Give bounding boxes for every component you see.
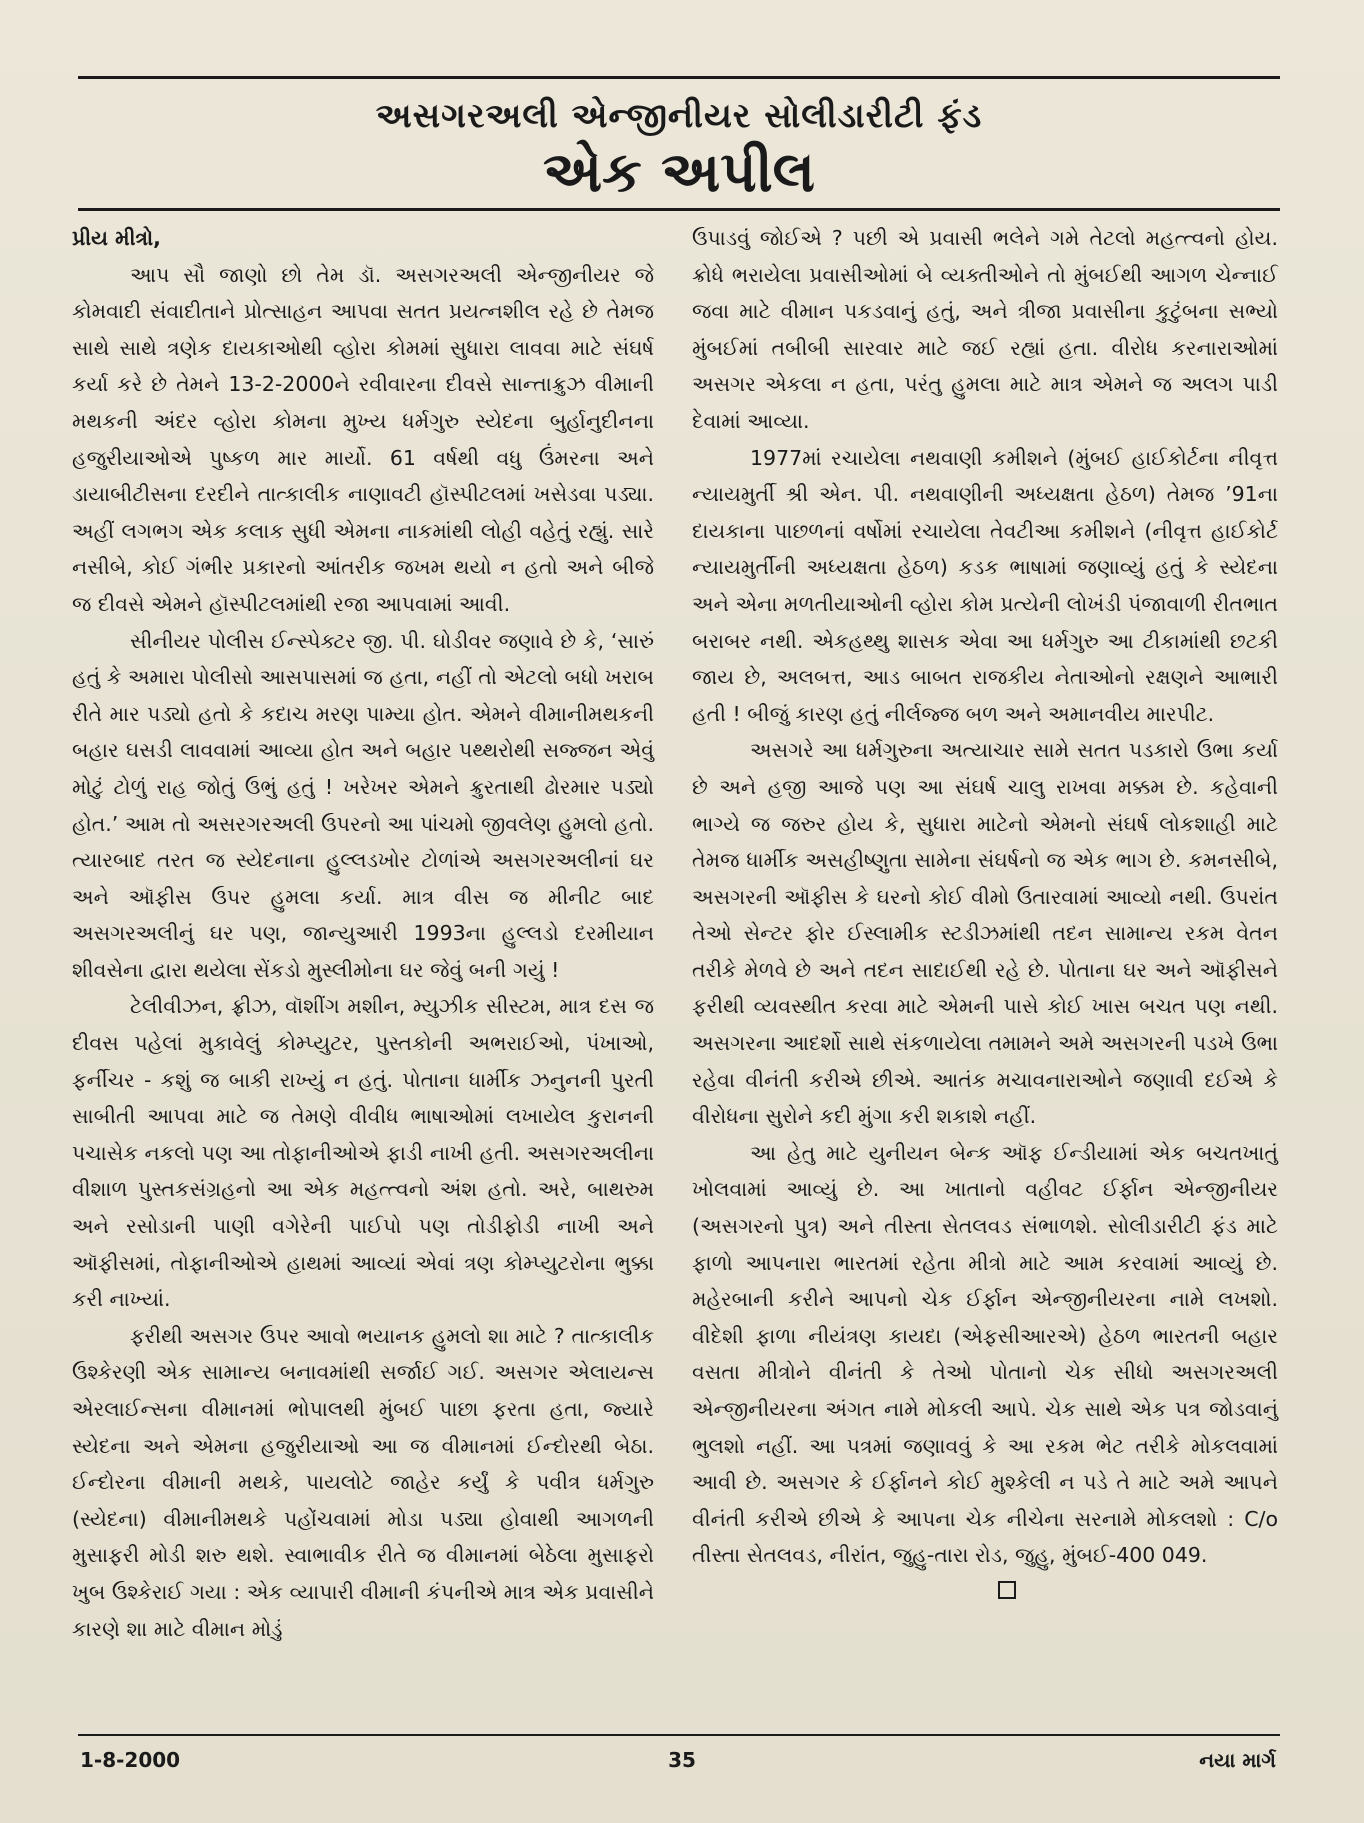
salutation: પ્રીય મીત્રો, [72, 226, 161, 250]
footer-date: 1-8-2000 [80, 1748, 181, 1772]
footer-rule [78, 1734, 1280, 1736]
paragraph-commissions: 1977માં રચાયેલા નથવાણી કમીશને (મુંબઈ હાઈકોર્ટના નીવૃત્ત ન્યાયમુર્તી શ્રી એન. પી. નથવાણીની અધ્યક્ષતા હેઠળ) તેમજ ’91ના દાયકાના પાછળનાં વર્ષોમાં રચાયેલા તેવટીઆ કમીશને (નીવૃત્ત હાઈકોર્ટ ન્યાયમુર્તીની અધ્યક્ષતા હેઠળ) કડક ભાષામાં જણાવ્યું હતું કે સ્યેદના અને એના મળતીયાઓની વ્હોરા કોમ પ્રત્યેની લોખંડી પંજાવાળી રીતભાત બરાબર નથી. એકહથ્થુ શાસક એવા આ ધર્મગુરુ આ ટીકામાંથી છટકી જાય છે, અલબત્ત, આડ બાબત રાજકીય નેતાઓનો રક્ષણને આભારી હતી ! બીજું કારણ હતું નીર્લજ્જ બળ અને અમાનવીય મારપીટ. [692, 445, 1278, 726]
end-of-article-mark [692, 1578, 1278, 1606]
paragraph-flight-continued: ઉપાડવું જોઈએ ? પછી એ પ્રવાસી ભલેને ગમે તેટલો મહત્ત્વનો હોય. ક્રોધે ભરાયેલા પ્રવાસીઓમાં બે વ્યક્તીઓને તો મુંબઈથી આગળ ચેન્નાઈ જવા માટે વીમાન પકડવાનું હતું, અને ત્રીજા પ્રવાસીના કુટુંબના સભ્યો મુંબઈમાં તબીબી સારવાર માટે જઈ રહ્યાં હતા. વીરોધ કરનારાઓમાં અસગર એકલા ન હતા, પરંતુ હુમલા માટે માત્ર એમને જ અલગ પાડી દેવામાં આવ્યા. [692, 226, 1278, 433]
publication-name: નયા માર્ગ [1199, 1748, 1276, 1772]
paragraph-struggle: અસગરે આ ધર્મગુરુના અત્યાચાર સામે સતત પડકારો ઉભા કર્યા છે અને હજી આજે પણ આ સંઘર્ષ ચાલુ રાખવા મક્કમ છે. કહેવાની ભાગ્યે જ જરુર હોય કે, સુધારા માટેનો એમનો સંઘર્ષ લોકશાહી માટે તેમજ ધાર્મીક અસહીષ્ણુતા સામેના સંઘર્ષનો જ એક ભાગ છે. કમનસીબે, અસગરની ઑફીસ કે ઘરનો કોઈ વીમો ઉતારવામાં આવ્યો નથી. ઉપરાંત તેઓ સેન્ટર ફોર ઈસ્લામીક સ્ટડીઝમાંથી તદન સામાન્ય રકમ વેતન તરીકે મેળવે છે અને તદન સાદાઈથી રહે છે. પોતાના ઘર અને ઑફીસને ફરીથી વ્યવસ્થીત કરવા માટે એમની પાસે કોઈ ખાસ બચત પણ નથી. અસગરના આદર્શો સાથે સંકળાયેલા તમામને અમે અસગરની પડખે ઉભા રહેવા વીનંતી કરીએ છીએ. આતંક મચાવનારાઓને જણાવી દઈએ કે વીરોધના સુરોને કદી મુંગા કરી શકાશે નહીં. [692, 738, 1278, 1129]
paragraph-fund-details: આ હેતુ માટે યુનીયન બેન્ક ઑફ ઈન્ડીયામાં એક બચતખાતું ખોલવામાં આવ્યું છે. આ ખાતાનો વહીવટ ઈર્ફાન એન્જીનીયર (અસગરનો પુત્ર) અને તીસ્તા સેતલવડ સંભાળશે. સોલીડારીટી ફંડ માટે ફાળો આપનારા ભારતમાં રહેતા મીત્રો માટે આમ કરવામાં આવ્યું છે. મહેરબાની કરીને આપનો ચેક ઈર્ફાન એન્જીનીયરના નામે લખશો. વીદેશી ફાળા નીયંત્રણ કાયદા (એફસીઆરએ) હેઠળ ભારતની બહાર વસતા મીત્રોને વીનંતી કે તેઓ પોતાનો ચેક સીધો અસગરઅલી એન્જીનીયરના અંગત નામે મોકલી આપે. ચેક સાથે એક પત્ર જોડવાનું ભુલશો નહીં. આ પત્રમાં જણાવવું કે આ રકમ ભેટ તરીકે મોકલવામાં આવી છે. અસગર કે ઈર્ફાનને કોઈ મુશ્કેલી ન પડે તે માટે અમે આપને વીનંતી કરીએ છીએ કે આપના ચેક નીચેના સરનામે મોકલશો : C/o તીસ્તા સેતલવડ, નીરાંત, જુહુ-તારા રોડ, જુહુ, મુંબઈ-400 049. [692, 1140, 1278, 1568]
headline-kicker: અસગરઅલી એન્જીનીયર સોલીડારીટી ફંડ [375, 96, 983, 136]
headline-rule [78, 208, 1280, 211]
end-square-icon [998, 1581, 1016, 1599]
top-rule [78, 76, 1280, 79]
paragraph-police-statement: સીનીયર પોલીસ ઈન્સ્પેક્ટર જી. પી. ઘોડીવર જણાવે છે કે, ‘સારું હતું કે અમારા પોલીસો આસપાસમાં જ હતા, નહીં તો એટલો બધો ખરાબ રીતે માર પડ્યો હતો કે કદાચ મરણ પામ્યા હોત. એમને વીમાનીમથકની બહાર ઘસડી લાવવામાં આવ્યા હોત અને બહાર પથ્થરોથી સજ્જન એવું મોટું ટોળું રાહ જોતું ઉભું હતું ! ખરેખર એમને ક્રુરતાથી ઢોરમાર પડ્યો હોત.’ આમ તો અસરગરઅલી ઉપરનો આ પાંચમો જીવલેણ હુમલો હતો. ત્યારબાદ તરત જ સ્યેદનાના હુલ્લડખોર ટોળાંએ અસગરઅલીનાં ઘર અને ઑફીસ ઉપર હુમલા કર્યા. માત્ર વીસ જ મીનીટ બાદ અસગરઅલીનું ઘર પણ, જાન્યુઆરી 1993ના હુલ્લડો દરમીયાન શીવસેના દ્વારા થયેલા સેંકડો મુસ્લીમોના ઘર જેવું બની ગયું ! [72, 628, 654, 982]
headline-title: એક અપીલ [543, 140, 815, 205]
paragraph-attack-report: આપ સૌ જાણો છો તેમ ડૉ. અસગરઅલી એન્જીનીયર જે કોમવાદી સંવાદીતાને પ્રોત્સાહન આપવા સતત પ્રયત્નશીલ રહે છે તેમજ સાથે સાથે ત્રણેક દાયકાઓથી વ્હોરા કોમમાં સુધારા લાવવા માટે સંઘર્ષ કર્યા કરે છે તેમને 13-2-2000ને રવીવારના દીવસે સાન્તાક્રુઝ વીમાની મથકની અંદર વ્હોરા કોમના મુખ્ય ધર્મગુરુ સ્યેદના બુર્હાનુદીનના હજુરીયાઓએ પુષ્કળ માર માર્યો. 61 વર્ષથી વધુ ઉંમરના અને ડાયાબીટીસના દરદીને તાત્કાલીક નાણાવટી હૉસ્પીટલમાં ખસેડવા પડ્યા. અહીં લગભગ એક કલાક સુધી એમના નાકમાંથી લોહી વહેતું રહ્યું. સારે નસીબે, કોઈ ગંભીર પ્રકારનો આંતરીક જખમ થયો ન હતો અને બીજે જ દીવસે એમને હૉસ્પીટલમાંથી રજા આપવામાં આવી. [72, 262, 654, 616]
right-column [692, 220, 1278, 1606]
paragraph-damage: ટેલીવીઝન, ફ્રીઝ, વૉશીંગ મશીન, મ્યુઝીક સીસ્ટમ, માત્ર દસ જ દીવસ પહેલાં મુકાવેલું કોમ્પ્યુટર, પુસ્તકોની અભરાઈઓ, પંખાઓ, ફર્નીચર - કશું જ બાકી રાખ્યું ન હતું. પોતાના ધાર્મીક ઝનુનની પુરતી સાબીતી આપવા માટે જ તેમણે વીવીધ ભાષાઓમાં લખાયેલ કુરાનની પચાસેક નકલો પણ આ તોફાનીઓએ ફાડી નાખી હતી. અસગરઅલીના વીશાળ પુસ્તકસંગ્રહનો આ એક મહત્ત્વનો અંશ હતો. અરે, બાથરુમ અને રસોડાની પાણી વગેરેની પાઈપો પણ તોડીફોડી નાખી અને ઑફીસમાં, તોફાનીઓએ હાથમાં આવ્યાં એવાં ત્રણ કોમ્પ્યુટરોના ભુક્કા કરી નાખ્યાં. [72, 994, 654, 1312]
paragraph-flight-incident: ફરીથી અસગર ઉપર આવો ભયાનક હુમલો શા માટે ? તાત્કાલીક ઉશ્કેરણી એક સામાન્ય બનાવમાંથી સર્જાઈ ગઈ. અસગર એલાયન્સ એરલાઈન્સના વીમાનમાં ભોપાલથી મુંબઈ પાછા ફરતા હતા, જ્યારે સ્યેદના અને એમના હજુરીયાઓ આ જ વીમાનમાં ઈન્દોરથી બેઠા. ઈન્દોરના વીમાની મથકે, પાયલોટે જાહેર કર્યું કે પવીત્ર ધર્મગુરુ (સ્યેદના) વીમાનીમથકે પહોંચવામાં મોડા પડ્યા હોવાથી આગળની મુસાફરી મોડી શરુ થશે. સ્વાભાવીક રીતે જ વીમાનમાં બેઠેલા મુસાફરો ખુબ ઉશ્કેરાઈ ગયા : એક વ્યાપારી વીમાની કંપનીએ માત્ર એક પ્રવાસીને કારણે શા માટે વીમાન મોડું [72, 1323, 654, 1641]
left-column [72, 220, 654, 1647]
page-number: 35 [668, 1748, 696, 1772]
